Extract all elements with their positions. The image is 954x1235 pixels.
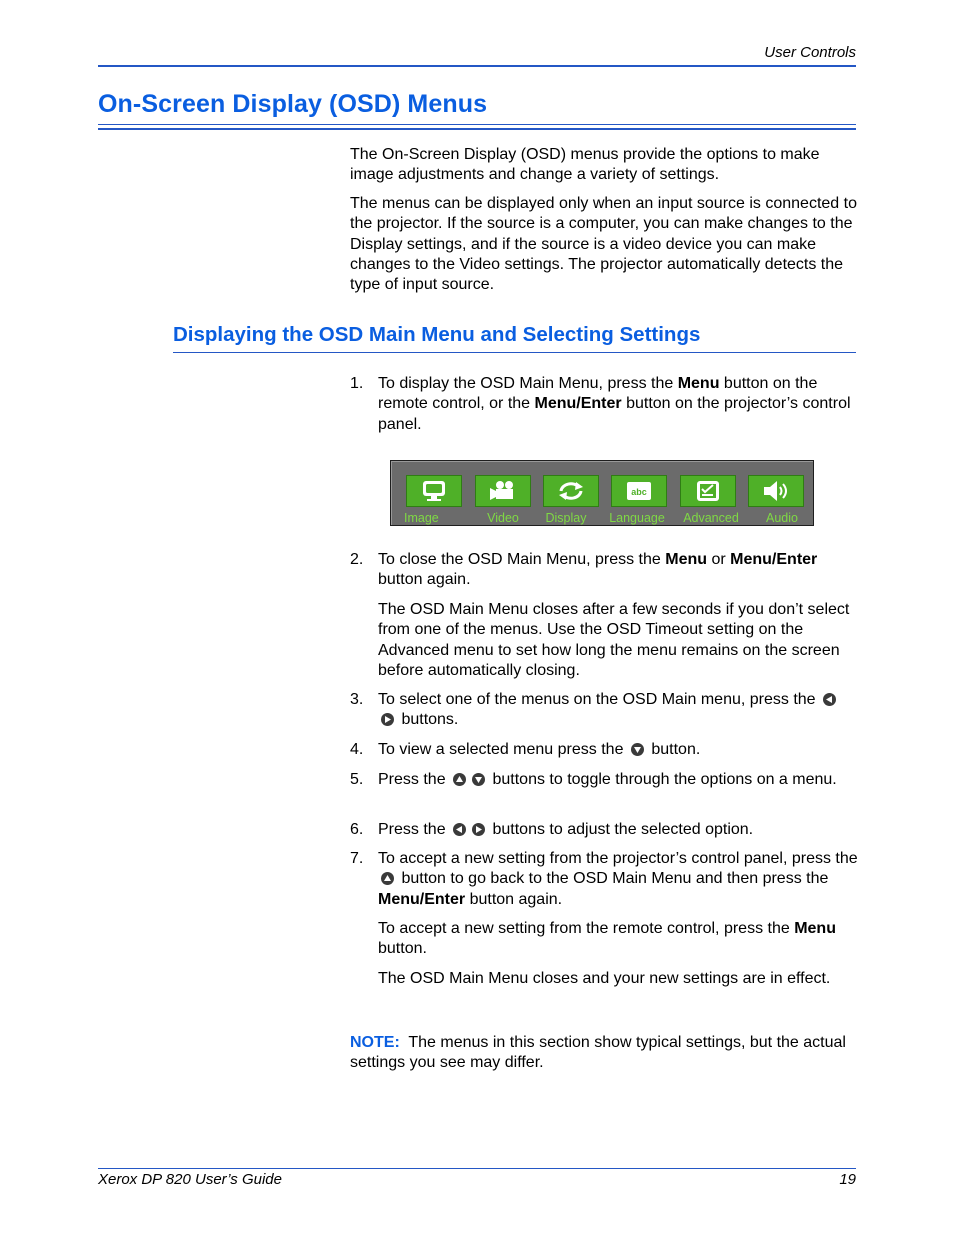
intro-paragraph-2: The menus can be displayed only when an input source is connected to the projector. If the source is a computer, you can make changes to the Display settings, and if the source is a video device you can make changes to the Video settings. The projector automatically detects the type of input source. [350,195,857,294]
osd-label-audio: Audio [766,511,798,525]
osd-item-image[interactable] [406,475,462,507]
note-text: The menus in this section show typical settings, but the actual settings you see may differ. [350,1034,851,1072]
step-4-number: 4. [350,741,364,758]
intro-paragraph-1: The On-Screen Display (OSD) menus provide the options to make image adjustments and change a variety of settings. [350,146,820,184]
osd-main-menu [390,460,814,526]
step-5-number: 5. [350,771,364,788]
step-7-text: To accept a new setting from the projector’s control panel, press the button to go back to the OSD Main Menu and then press the Menu/Enter button again. [378,850,858,908]
title-rule-thick [98,128,856,130]
right-arrow-button-icon [472,823,485,836]
osd-label-display: Display [545,511,587,525]
left-arrow-button-icon [453,823,466,836]
step-3-number: 3. [350,691,364,708]
step-6-number: 6. [350,821,364,838]
step-2-text: To close the OSD Main Menu, press the Menu or Menu/Enter button again. [378,551,818,589]
subtitle-rule [173,352,856,353]
osd-item-audio[interactable] [748,475,804,507]
running-header: User Controls [764,44,856,61]
left-arrow-button-icon [823,693,836,706]
osd-item-video[interactable] [475,475,531,507]
footer-guide-title: Xerox DP 820 User’s Guide [98,1171,282,1188]
step-5-text: Press the buttons to toggle through the options on a menu. [378,771,837,788]
display-cycle-icon [556,479,586,503]
note [350,1033,860,1074]
monitor-icon [419,479,449,503]
osd-item-language[interactable] [611,475,667,507]
osd-label-advanced: Advanced [683,511,739,525]
section-subtitle: Displaying the OSD Main Menu and Selecting Settings [173,323,701,346]
footer-rule [98,1168,856,1169]
step-1-number: 1. [350,375,364,392]
title-rule-thin [98,124,856,125]
osd-label-image: Image [404,511,439,525]
video-camera-icon [488,479,518,503]
note-label: NOTE: [350,1034,400,1051]
step-7-number: 7. [350,850,364,867]
header-rule [98,65,856,67]
advanced-settings-icon [693,479,723,503]
right-arrow-button-icon [381,713,394,726]
step-7-remote-text: To accept a new setting from the remote control, press the Menu button. [378,920,836,958]
page-title: On-Screen Display (OSD) Menus [98,90,488,118]
down-arrow-button-icon [631,743,644,756]
step-1-text: To display the OSD Main Menu, press the Menu button on the remote control, or the Menu/Enter button on the projector’s control panel. [378,375,851,433]
svg-text:abc: abc [631,487,647,497]
down-arrow-button-icon [472,773,485,786]
step-4-text: To view a selected menu press the button. [378,741,701,758]
osd-item-display[interactable] [543,475,599,507]
osd-label-language: Language [609,511,665,525]
osd-label-video: Video [487,511,519,525]
speaker-icon [761,479,791,503]
osd-item-advanced[interactable] [680,475,736,507]
step-7-closing-text: The OSD Main Menu closes and your new settings are in effect. [378,970,831,987]
step-6-text: Press the buttons to adjust the selected option. [378,821,754,838]
step-2-note: The OSD Main Menu closes after a few seconds if you don’t select from one of the menus. Use the OSD Timeout setting on the Advanced menu to set how long the menu remains on the screen before automatically closing. [378,601,850,679]
page-number: 19 [839,1171,856,1188]
up-arrow-button-icon [453,773,466,786]
step-2-number: 2. [350,551,364,568]
step-3-text: To select one of the menus on the OSD Main menu, press the buttons. [378,690,858,731]
language-icon [624,479,654,503]
up-arrow-button-icon [381,872,394,885]
